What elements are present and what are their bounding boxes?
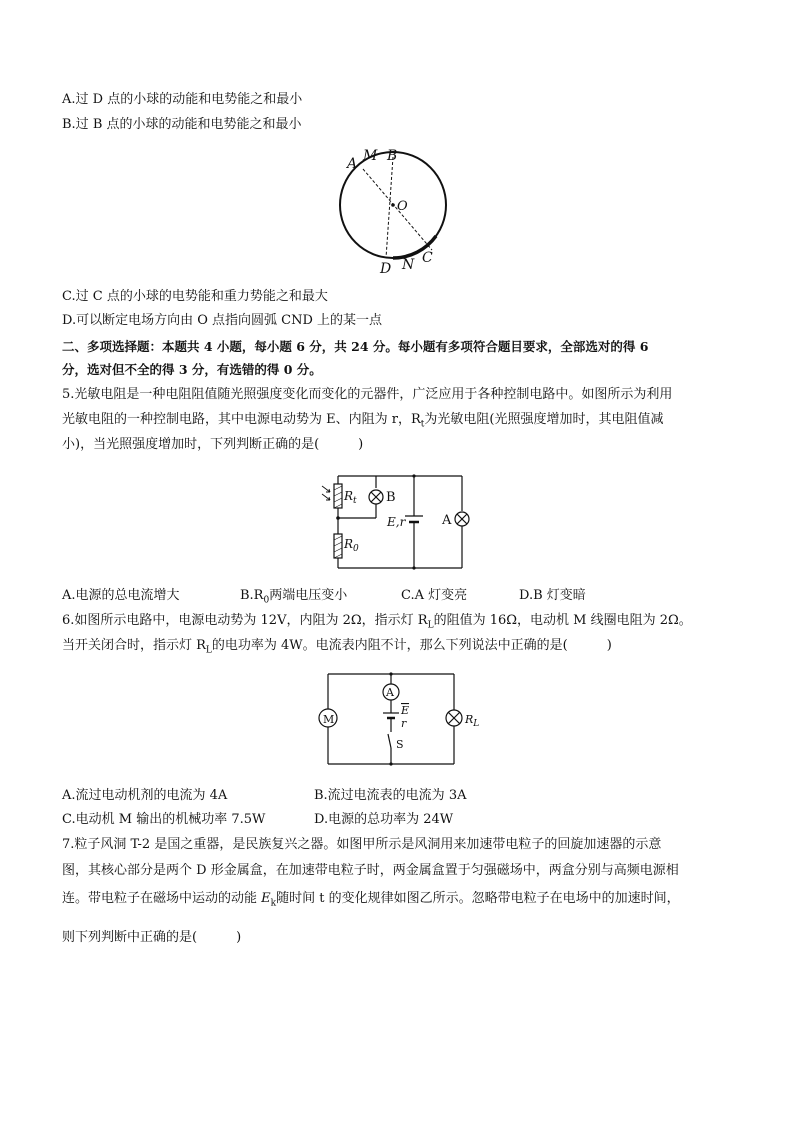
q6-option-c: C.电动机 M 输出的机械功率 7.5W bbox=[62, 812, 266, 827]
label-a: A bbox=[347, 156, 358, 172]
label-m: M bbox=[363, 148, 378, 164]
label-r: r bbox=[401, 717, 407, 730]
junction-bottom bbox=[389, 762, 392, 765]
label-rt: $R_t$ bbox=[344, 489, 357, 506]
q5-option-d: D.B 灯变暗 bbox=[519, 588, 586, 603]
switch-blade bbox=[388, 734, 391, 748]
label-r0: $R_0$ bbox=[344, 537, 359, 554]
q5-stem-line3: 小)，当光照强度增加时，下列判断正确的是( ) bbox=[62, 437, 364, 452]
q4-option-d: D.可以断定电场方向由 O 点指向圆弧 CND 上的某一点 bbox=[62, 313, 383, 328]
circle-field-figure bbox=[336, 142, 476, 277]
label-ammeter: A bbox=[386, 686, 394, 699]
q5-stem-line1: 5.光敏电阻是一种电阻阻值随光照强度变化而变化的元器件，广泛应用于各种控制电路中。如图所示为利用 bbox=[62, 387, 673, 402]
label-o: O bbox=[397, 199, 408, 214]
q4-option-a: A.过 D 点的小球的动能和电势能之和最小 bbox=[62, 92, 303, 107]
line-b-d bbox=[386, 157, 393, 258]
q6-option-a: A.流过电动机剂的电流为 4A bbox=[62, 788, 228, 803]
q7-stem-line1: 7.粒子风洞 T-2 是国之重器，是民族复兴之器。如图甲所示是风洞用来加速带电粒子的回旋加速器的示意 bbox=[62, 837, 662, 852]
label-er: E,r bbox=[387, 515, 406, 529]
q5-stem-line2: 光敏电阻的一种控制电路，其中电源电动势为 E、内阻为 r，$R_t$为光敏电阻(光照强度增加时，其电阻值减 bbox=[62, 412, 664, 430]
junction-bottom bbox=[412, 566, 415, 569]
q6-stem-line2: 当开关闭合时，指示灯 $R_L$的电功率为 4W。电流表内阻不计，那么下列说法中正确的是( ) bbox=[62, 638, 612, 656]
q5-option-b: $B.R_0$两端电压变小 bbox=[240, 588, 348, 606]
q6-option-d: D.电源的总功率为 24W bbox=[314, 812, 454, 827]
label-b-lamp: B bbox=[386, 490, 396, 505]
junction-left bbox=[336, 516, 340, 520]
center-point-o bbox=[391, 203, 395, 207]
q7-stem-line3: 连。带电粒子在磁场中运动的动能 $E_k$随时间 t 的变化规律如图乙所示。忽略带电粒子在电场中的加速时间， bbox=[62, 891, 680, 909]
q6-stem-line1: 6.如图所示电路中，电源电动势为 12V，内阻为 2Ω，指示灯 $R_L$的阻值为 16Ω，电动机 M 线圈电阻为 2Ω。 bbox=[62, 613, 692, 631]
q5-circuit-figure bbox=[316, 470, 476, 576]
label-rl: $R_L$ bbox=[465, 713, 480, 729]
q5-option-c: C.A 灯变亮 bbox=[401, 588, 468, 603]
label-s: S bbox=[396, 738, 404, 751]
label-e: E bbox=[401, 704, 410, 717]
junction-top bbox=[389, 672, 392, 675]
label-d: D bbox=[380, 261, 392, 277]
q7-stem-line2: 图，其核心部分是两个 D 形金属盒，在加速带电粒子时，两金属盒置于匀强磁场中，两盒分别与高频电源相 bbox=[62, 863, 679, 878]
label-b: B bbox=[387, 148, 398, 164]
section2-heading-line1: 二、多项选择题：本题共 4 小题，每小题 6 分，共 24 分。每小题有多项符合题目要求，全部选对的得 6 bbox=[62, 339, 649, 354]
q6-circuit-figure bbox=[314, 666, 484, 776]
q5-option-a: A.电源的总电流增大 bbox=[62, 588, 180, 603]
junction-top bbox=[412, 474, 415, 477]
label-n: N bbox=[402, 257, 415, 273]
q4-option-c: C.过 C 点的小球的电势能和重力势能之和最大 bbox=[62, 289, 328, 304]
q6-option-b: B.流过电流表的电流为 3A bbox=[314, 788, 467, 803]
light-arrows bbox=[322, 486, 330, 500]
label-m: M bbox=[323, 713, 335, 726]
q4-option-b: B.过 B 点的小球的动能和电势能之和最小 bbox=[62, 117, 302, 132]
section2-heading-line2: 分，选对但不全的得 3 分，有选错的得 0 分。 bbox=[62, 362, 322, 377]
q7-stem-line4: 则下列判断中正确的是( ) bbox=[62, 930, 242, 945]
label-a-lamp: A bbox=[442, 513, 452, 528]
label-c: C bbox=[422, 250, 433, 266]
